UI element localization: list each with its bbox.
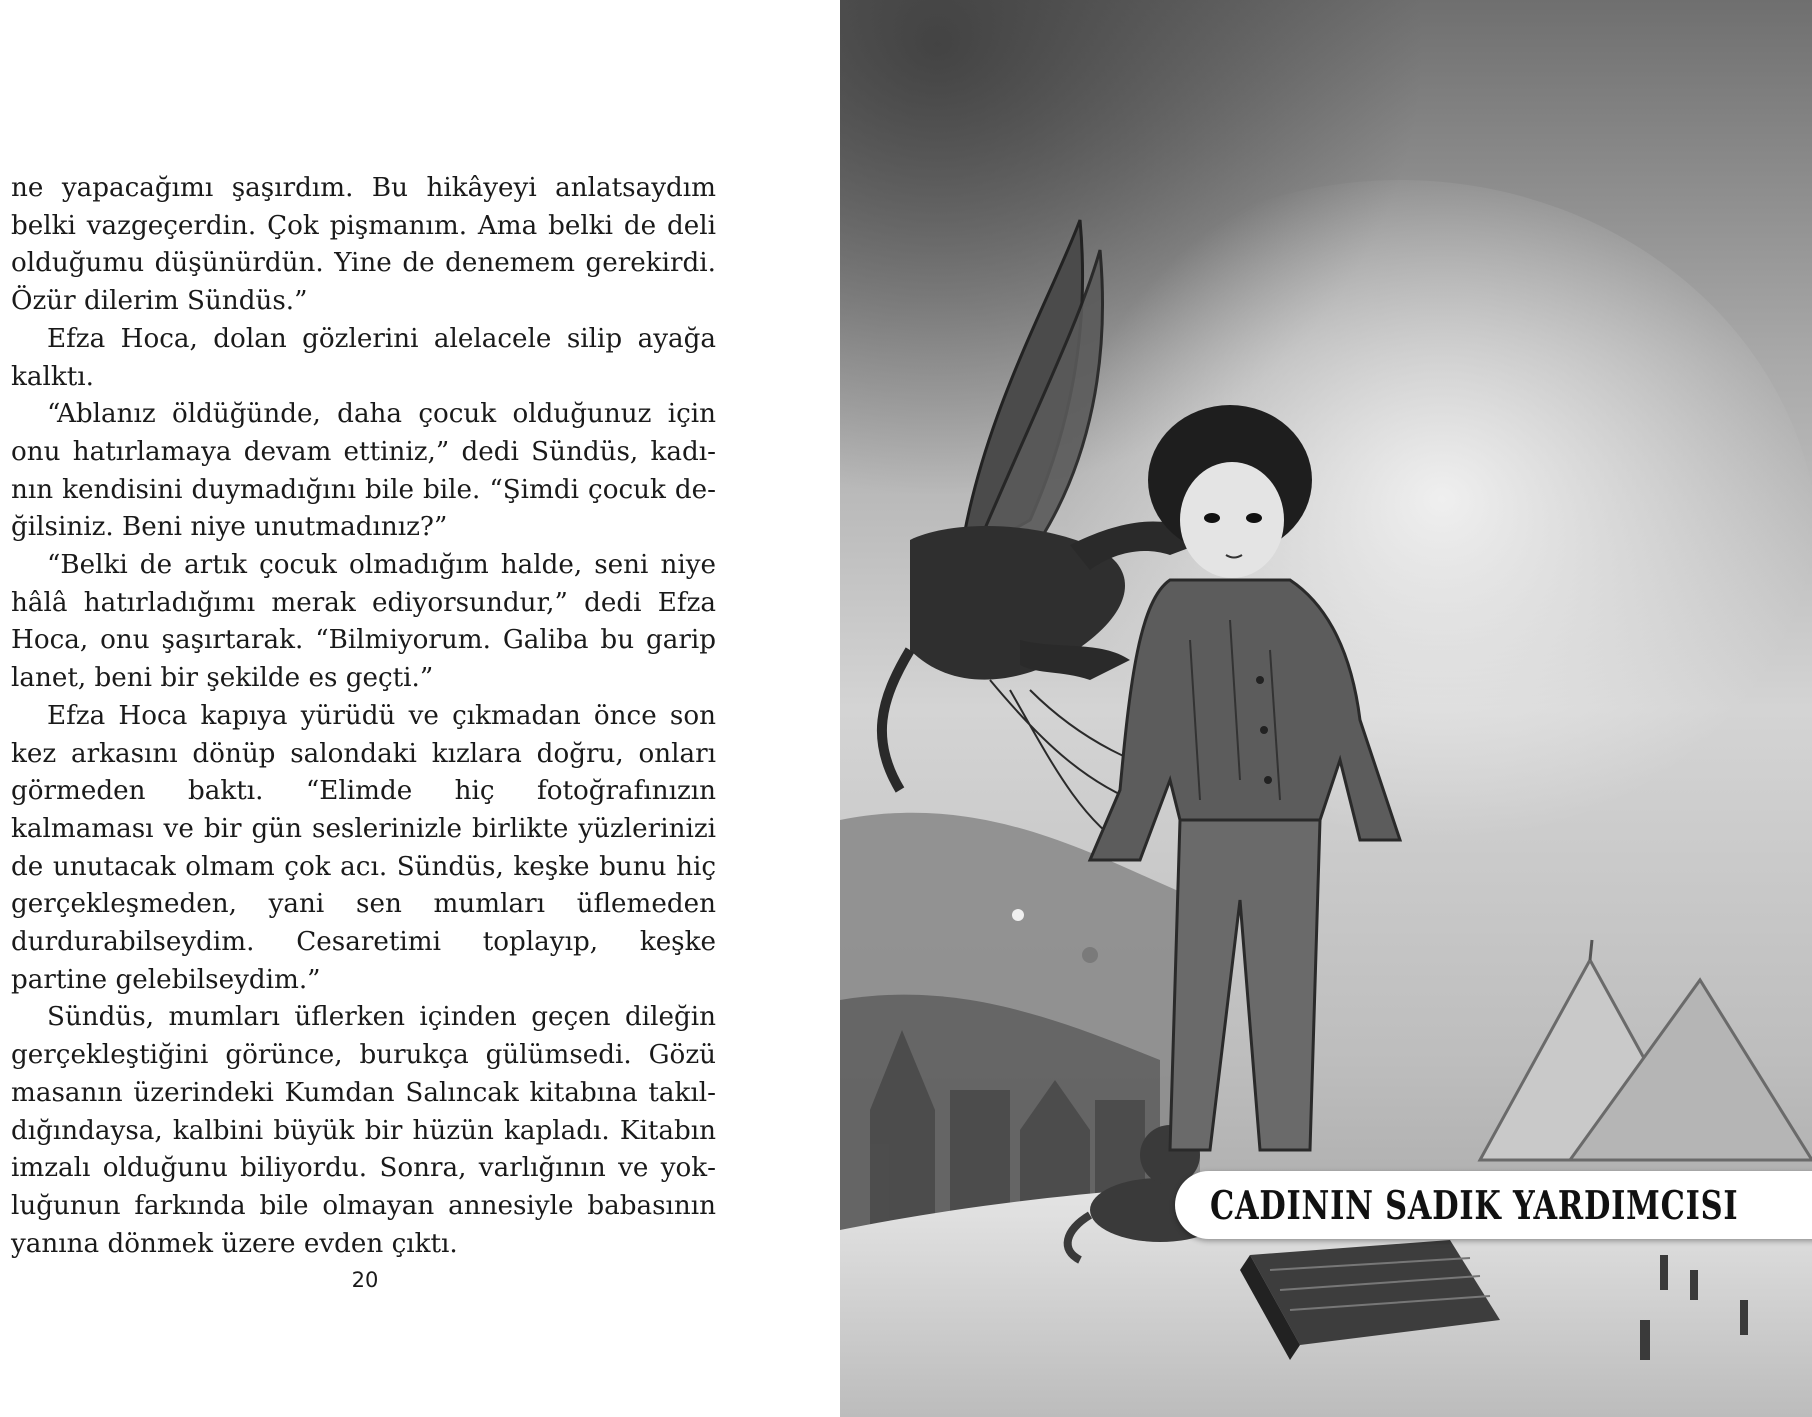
chapter-title: CADININ SADIK YARDIMCISI: [1210, 1183, 1739, 1229]
paragraph-3: “Ablanız öldüğünde, daha çocuk olduğunuz için onu hatırlamaya devam ettiniz,” dedi Sündüs, kadının kendisini duymadığını bile bile. “Şimdi çocuk değilsiniz. Beni niye unutmadınız?”: [11, 399, 716, 543]
page-number: 20: [351, 1268, 379, 1292]
speck: [1012, 909, 1024, 921]
body-text: [11, 170, 716, 1263]
speck: [1082, 947, 1098, 963]
paragraph-1: ne yapacağımı şaşırdım. Bu hikâyeyi anlatsaydım belki vazgeçerdin. Çok pişmanım. Ama belki de deli olduğumu düşünürdün. Yine de denemem gerekirdi. Özür dilerim Sündüs.”: [11, 173, 716, 317]
paragraph-5: Efza Hoca kapıya yürüdü ve çıkmadan önce son kez arkasını dönüp salondaki kızlara doğru, onları görmeden baktı. “Elimde hiç fotoğrafınızın kalmaması ve bir gün seslerinizle birlikte yüzlerinizi de unutacak olmam çok acı. Sündüs, keşke bunu hiç gerçekleşmeden, yani sen mumları üflemeden durdurabilseydim. Cesaretimi toplayıp, keşke partine gelebilseydim.”: [11, 700, 716, 995]
right-page: [840, 0, 1812, 1417]
paragraph-4: “Belki de artık çocuk olmadığım halde, seni niye hâlâ hatırladığımı merak ediyorsundur,” dedi Efza Hoca, onu şaşırtarak. “Bilmiyorum. Galiba bu garip lanet, beni bir şekilde es geçti.”: [11, 550, 716, 694]
paragraph-6: Sündüs, mumları üflerken içinden geçen dileğin gerçekleştiğini görünce, burukça gülümsedi. Gözü masanın üzerindeki Kumdan Salıncak kitabına takıldığındaysa, kalbini büyük bir hüzün kapladı. Kitabın imzalı olduğunu biliyordu. Sonra, varlığının ve yokluğunun farkında bile olmayan annesiyle babasının yanına dönmek üzere evden çıktı.: [11, 1002, 716, 1259]
left-page: [0, 0, 840, 1417]
paragraph-2: Efza Hoca, dolan gözlerini alelacele silip ayağa kalktı.: [11, 323, 716, 392]
